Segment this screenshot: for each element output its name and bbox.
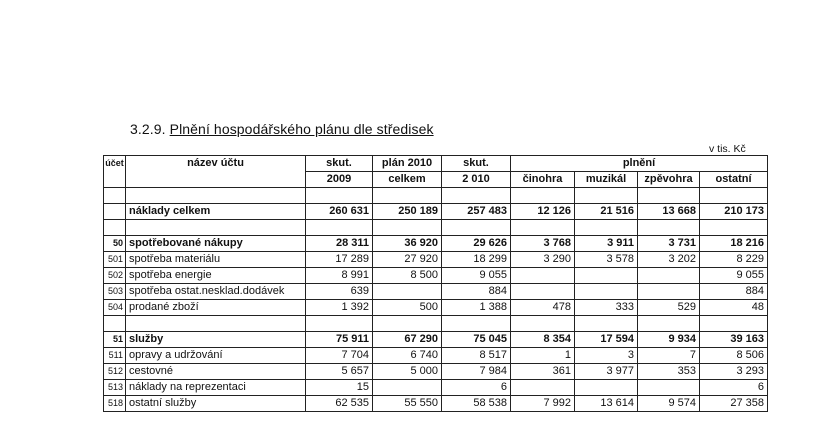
cell-muzikal: 3 911 xyxy=(575,236,638,252)
cell-skut2009: 1 392 xyxy=(306,300,373,316)
table-row xyxy=(104,364,768,380)
cell-account: 511 xyxy=(104,348,126,364)
cell-ostatni: 3 293 xyxy=(700,364,768,380)
cell-ostatni: 27 358 xyxy=(700,396,768,412)
cell-account: 502 xyxy=(104,268,126,284)
cell-skut2009: 28 311 xyxy=(306,236,373,252)
cell-ostatni: 6 xyxy=(700,380,768,396)
cell-name: náklady celkem xyxy=(126,204,306,220)
section-heading xyxy=(130,121,434,137)
header-name: název účtu xyxy=(126,156,306,188)
cell-skut2010: 8 517 xyxy=(442,348,511,364)
header-muzikal: muzikál xyxy=(575,172,638,188)
cell-cinohra: 1 xyxy=(511,348,575,364)
cell-cinohra xyxy=(511,380,575,396)
cell-ostatni: 8 229 xyxy=(700,252,768,268)
cell-muzikal: 21 516 xyxy=(575,204,638,220)
cell-skut2010: 9 055 xyxy=(442,268,511,284)
spacer-row xyxy=(104,188,768,204)
cell-skut2010: 257 483 xyxy=(442,204,511,220)
table-row xyxy=(104,252,768,268)
cell-skut2009: 7 704 xyxy=(306,348,373,364)
cell-plan2010 xyxy=(373,380,442,396)
cell-skut2010: 29 626 xyxy=(442,236,511,252)
cell-ostatni: 8 506 xyxy=(700,348,768,364)
header-row-1 xyxy=(104,156,768,172)
cell-name: služby xyxy=(126,332,306,348)
cell-account: 504 xyxy=(104,300,126,316)
cell-muzikal: 3 977 xyxy=(575,364,638,380)
cell-skut2009: 62 535 xyxy=(306,396,373,412)
spacer-row xyxy=(104,316,768,332)
cell-muzikal xyxy=(575,284,638,300)
plan-table xyxy=(103,155,768,412)
cell-account: 513 xyxy=(104,380,126,396)
cell-ostatni: 18 216 xyxy=(700,236,768,252)
cell-plan2010: 27 920 xyxy=(373,252,442,268)
cell-skut2009: 75 911 xyxy=(306,332,373,348)
cell-zpevohra: 9 934 xyxy=(638,332,700,348)
cell-muzikal: 3 xyxy=(575,348,638,364)
cell-plan2010: 8 500 xyxy=(373,268,442,284)
cell-cinohra xyxy=(511,268,575,284)
cell-skut2010: 7 984 xyxy=(442,364,511,380)
cell-plan2010: 500 xyxy=(373,300,442,316)
cell-ostatni: 884 xyxy=(700,284,768,300)
cell-cinohra: 3 290 xyxy=(511,252,575,268)
header-skut2010-line2: 2 010 xyxy=(442,172,511,188)
cell-skut2009: 8 991 xyxy=(306,268,373,284)
cell-skut2010: 58 538 xyxy=(442,396,511,412)
table-row xyxy=(104,396,768,412)
cell-skut2010: 75 045 xyxy=(442,332,511,348)
cell-plan2010: 36 920 xyxy=(373,236,442,252)
cell-zpevohra: 3 731 xyxy=(638,236,700,252)
cell-cinohra: 7 992 xyxy=(511,396,575,412)
cell-zpevohra xyxy=(638,268,700,284)
cell-plan2010: 250 189 xyxy=(373,204,442,220)
cell-zpevohra xyxy=(638,284,700,300)
cell-skut2009: 639 xyxy=(306,284,373,300)
section-number: 3.2.9. xyxy=(130,121,166,137)
cell-muzikal xyxy=(575,380,638,396)
table-row xyxy=(104,300,768,316)
cell-name: ostatní služby xyxy=(126,396,306,412)
table-row-group xyxy=(104,332,768,348)
cell-muzikal: 13 614 xyxy=(575,396,638,412)
header-ostatni: ostatní xyxy=(700,172,768,188)
table-row xyxy=(104,380,768,396)
header-fulfilment: plnění xyxy=(511,156,768,172)
cell-zpevohra: 13 668 xyxy=(638,204,700,220)
cell-name: spotřeba materiálu xyxy=(126,252,306,268)
cell-name: spotřeba ostat.nesklad.dodávek xyxy=(126,284,306,300)
cell-zpevohra xyxy=(638,380,700,396)
cell-name: prodané zboží xyxy=(126,300,306,316)
cell-skut2009: 15 xyxy=(306,380,373,396)
cell-plan2010: 67 290 xyxy=(373,332,442,348)
cell-cinohra: 478 xyxy=(511,300,575,316)
cell-cinohra: 3 768 xyxy=(511,236,575,252)
section-title: Plnění hospodářského plánu dle středisek xyxy=(169,121,434,137)
table-row xyxy=(104,268,768,284)
cell-muzikal: 3 578 xyxy=(575,252,638,268)
cell-muzikal xyxy=(575,268,638,284)
table-row-group xyxy=(104,236,768,252)
cell-skut2010: 1 388 xyxy=(442,300,511,316)
cell-skut2009: 5 657 xyxy=(306,364,373,380)
cell-ostatni: 39 163 xyxy=(700,332,768,348)
cell-skut2010: 6 xyxy=(442,380,511,396)
cell-zpevohra: 9 574 xyxy=(638,396,700,412)
cell-account: 512 xyxy=(104,364,126,380)
cell-skut2009: 260 631 xyxy=(306,204,373,220)
cell-name: náklady na reprezentaci xyxy=(126,380,306,396)
cell-muzikal: 17 594 xyxy=(575,332,638,348)
cell-zpevohra: 3 202 xyxy=(638,252,700,268)
cell-name: cestovné xyxy=(126,364,306,380)
cell-zpevohra: 529 xyxy=(638,300,700,316)
cell-zpevohra: 353 xyxy=(638,364,700,380)
cell-account: 51 xyxy=(104,332,126,348)
header-plan-line2: celkem xyxy=(373,172,442,188)
header-zpevohra: zpěvohra xyxy=(638,172,700,188)
cell-cinohra xyxy=(511,284,575,300)
cell-skut2010: 18 299 xyxy=(442,252,511,268)
cell-name: spotřeba energie xyxy=(126,268,306,284)
cell-zpevohra: 7 xyxy=(638,348,700,364)
header-plan-line1: plán 2010 xyxy=(373,156,442,172)
cell-name: spotřebované nákupy xyxy=(126,236,306,252)
header-skut2010-line1: skut. xyxy=(442,156,511,172)
cell-ostatni: 9 055 xyxy=(700,268,768,284)
table-row xyxy=(104,284,768,300)
cell-ostatni: 48 xyxy=(700,300,768,316)
header-skut2009-line1: skut. xyxy=(306,156,373,172)
cell-cinohra: 361 xyxy=(511,364,575,380)
cell-plan2010 xyxy=(373,284,442,300)
cell-skut2009: 17 289 xyxy=(306,252,373,268)
cell-cinohra: 12 126 xyxy=(511,204,575,220)
cell-plan2010: 55 550 xyxy=(373,396,442,412)
cell-account: 518 xyxy=(104,396,126,412)
cell-account: 503 xyxy=(104,284,126,300)
header-account: účet xyxy=(104,156,126,188)
header-cinohra: činohra xyxy=(511,172,575,188)
header-skut2009-line2: 2009 xyxy=(306,172,373,188)
cell-account: 50 xyxy=(104,236,126,252)
table-row-total xyxy=(104,204,768,220)
cell-skut2010: 884 xyxy=(442,284,511,300)
cell-plan2010: 5 000 xyxy=(373,364,442,380)
cell-account: 501 xyxy=(104,252,126,268)
cell-muzikal: 333 xyxy=(575,300,638,316)
unit-note: v tis. Kč xyxy=(709,143,746,155)
cell-plan2010: 6 740 xyxy=(373,348,442,364)
cell-name: opravy a udržování xyxy=(126,348,306,364)
cell-cinohra: 8 354 xyxy=(511,332,575,348)
spacer-row xyxy=(104,220,768,236)
cell-account xyxy=(104,204,126,220)
table-row xyxy=(104,348,768,364)
cell-ostatni: 210 173 xyxy=(700,204,768,220)
